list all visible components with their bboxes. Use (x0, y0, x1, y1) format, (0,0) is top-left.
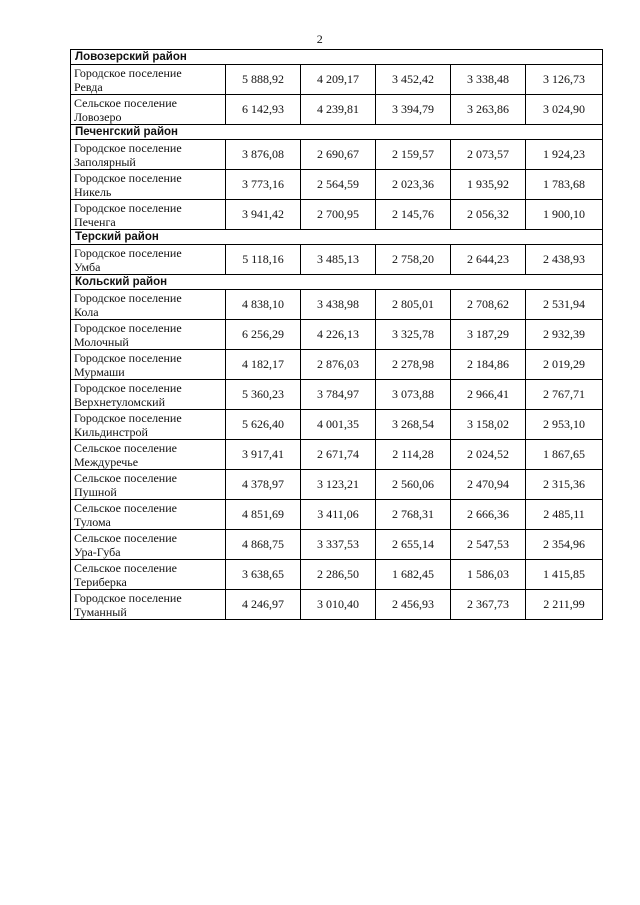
value-cell: 2 278,98 (376, 350, 451, 380)
value-cell: 1 783,68 (526, 170, 603, 200)
settlement-name-cell (71, 290, 226, 320)
value-cell: 2 315,36 (526, 470, 603, 500)
settlement-name-cell (71, 350, 226, 380)
value-cell: 2 644,23 (451, 245, 526, 275)
settlement-name-cell (71, 440, 226, 470)
table-row (71, 440, 603, 470)
value-cell: 3 485,13 (301, 245, 376, 275)
value-cell: 4 851,69 (226, 500, 301, 530)
settlement-name: Печенга (74, 214, 116, 229)
value-cell: 2 456,93 (376, 590, 451, 620)
settlement-name-cell (71, 95, 226, 125)
value-cell: 3 338,48 (451, 65, 526, 95)
value-cell: 5 360,23 (226, 380, 301, 410)
settlement-type: Городское поселение (74, 140, 182, 155)
value-cell: 4 868,75 (226, 530, 301, 560)
settlement-name: Междуречье (74, 454, 139, 469)
settlement-name: Молочный (74, 334, 129, 349)
table-row (71, 350, 603, 380)
district-title: Кольский район (71, 275, 603, 290)
district-header-row (71, 50, 603, 65)
value-cell: 2 666,36 (451, 500, 526, 530)
value-cell: 2 184,86 (451, 350, 526, 380)
value-cell: 3 452,42 (376, 65, 451, 95)
value-cell: 3 337,53 (301, 530, 376, 560)
table-row (71, 410, 603, 440)
value-cell: 3 263,86 (451, 95, 526, 125)
value-cell: 4 378,97 (226, 470, 301, 500)
settlement-name-cell (71, 65, 226, 95)
value-cell: 2 073,57 (451, 140, 526, 170)
page-number: 2 (316, 32, 324, 46)
value-cell: 3 073,88 (376, 380, 451, 410)
settlement-name-cell (71, 530, 226, 560)
value-cell: 3 638,65 (226, 560, 301, 590)
value-cell: 2 564,59 (301, 170, 376, 200)
settlement-type: Городское поселение (74, 200, 182, 215)
value-cell: 3 024,90 (526, 95, 603, 125)
value-cell: 4 246,97 (226, 590, 301, 620)
table-body (71, 50, 603, 620)
value-cell: 3 784,97 (301, 380, 376, 410)
table-row (71, 470, 603, 500)
value-cell: 3 268,54 (376, 410, 451, 440)
settlement-type: Городское поселение (74, 410, 182, 425)
value-cell: 1 682,45 (376, 560, 451, 590)
value-cell: 2 671,74 (301, 440, 376, 470)
value-cell: 2 211,99 (526, 590, 603, 620)
value-cell: 3 394,79 (376, 95, 451, 125)
settlement-type: Городское поселение (74, 380, 182, 395)
settlement-name-cell (71, 470, 226, 500)
value-cell: 1 415,85 (526, 560, 603, 590)
value-cell: 6 142,93 (226, 95, 301, 125)
value-cell: 1 935,92 (451, 170, 526, 200)
value-cell: 2 690,67 (301, 140, 376, 170)
settlement-name: Териберка (74, 574, 127, 589)
settlement-name: Заполярный (74, 154, 136, 169)
district-title: Терский район (71, 230, 603, 245)
value-cell: 3 876,08 (226, 140, 301, 170)
value-cell: 4 001,35 (301, 410, 376, 440)
table-row (71, 245, 603, 275)
settlement-name-cell (71, 200, 226, 230)
value-cell: 3 917,41 (226, 440, 301, 470)
table-row (71, 590, 603, 620)
value-cell: 6 256,29 (226, 320, 301, 350)
value-cell: 4 239,81 (301, 95, 376, 125)
settlement-name: Ревда (74, 79, 103, 94)
table-row (71, 170, 603, 200)
value-cell: 2 354,96 (526, 530, 603, 560)
value-cell: 1 586,03 (451, 560, 526, 590)
settlement-name: Тулома (74, 514, 111, 529)
value-cell: 2 966,41 (451, 380, 526, 410)
settlement-type: Сельское поселение (74, 95, 177, 110)
value-cell: 5 118,16 (226, 245, 301, 275)
value-cell: 2 932,39 (526, 320, 603, 350)
value-cell: 2 023,36 (376, 170, 451, 200)
value-cell: 2 767,71 (526, 380, 603, 410)
value-cell: 3 187,29 (451, 320, 526, 350)
table-row (71, 380, 603, 410)
value-cell: 4 838,10 (226, 290, 301, 320)
settlement-type: Городское поселение (74, 350, 182, 365)
value-cell: 2 655,14 (376, 530, 451, 560)
settlement-name-cell (71, 245, 226, 275)
value-cell: 2 547,53 (451, 530, 526, 560)
value-cell: 2 286,50 (301, 560, 376, 590)
value-cell: 2 708,62 (451, 290, 526, 320)
value-cell: 4 226,13 (301, 320, 376, 350)
settlement-name: Пушной (74, 484, 117, 499)
value-cell: 3 411,06 (301, 500, 376, 530)
value-cell: 2 056,32 (451, 200, 526, 230)
value-cell: 2 024,52 (451, 440, 526, 470)
settlement-type: Городское поселение (74, 320, 182, 335)
table-row (71, 140, 603, 170)
settlement-name-cell (71, 410, 226, 440)
settlement-name-cell (71, 140, 226, 170)
settlement-type: Городское поселение (74, 245, 182, 260)
settlement-name: Ура-Губа (74, 544, 121, 559)
value-cell: 2 485,11 (526, 500, 603, 530)
settlement-name-cell (71, 590, 226, 620)
settlement-type: Сельское поселение (74, 470, 177, 485)
value-cell: 1 900,10 (526, 200, 603, 230)
settlement-name-cell (71, 170, 226, 200)
value-cell: 3 126,73 (526, 65, 603, 95)
value-cell: 3 941,42 (226, 200, 301, 230)
value-cell: 2 805,01 (376, 290, 451, 320)
district-title: Печенгский район (71, 125, 603, 140)
table-row (71, 95, 603, 125)
settlement-name: Верхнетуломский (74, 394, 165, 409)
district-title: Ловозерский район (71, 50, 603, 65)
value-cell: 2 159,57 (376, 140, 451, 170)
value-cell: 3 158,02 (451, 410, 526, 440)
value-cell: 2 438,93 (526, 245, 603, 275)
settlement-name: Никель (74, 184, 112, 199)
table-row (71, 290, 603, 320)
value-cell: 2 758,20 (376, 245, 451, 275)
settlement-type: Сельское поселение (74, 440, 177, 455)
value-cell: 4 209,17 (301, 65, 376, 95)
value-cell: 2 531,94 (526, 290, 603, 320)
value-cell: 3 438,98 (301, 290, 376, 320)
settlement-type: Сельское поселение (74, 500, 177, 515)
settlement-name-cell (71, 500, 226, 530)
table-row (71, 320, 603, 350)
district-header-row (71, 275, 603, 290)
value-cell: 2 367,73 (451, 590, 526, 620)
table-row (71, 530, 603, 560)
settlement-name-cell (71, 320, 226, 350)
settlement-type: Городское поселение (74, 290, 182, 305)
settlement-type: Городское поселение (74, 590, 182, 605)
value-cell: 3 773,16 (226, 170, 301, 200)
settlement-name: Кильдинстрой (74, 424, 148, 439)
table-row (71, 200, 603, 230)
table-row (71, 560, 603, 590)
value-cell: 3 123,21 (301, 470, 376, 500)
value-cell: 2 114,28 (376, 440, 451, 470)
settlement-name: Мурмаши (74, 364, 125, 379)
value-cell: 1 867,65 (526, 440, 603, 470)
district-header-row (71, 230, 603, 245)
settlement-name: Умба (74, 259, 101, 274)
settlement-type: Сельское поселение (74, 530, 177, 545)
value-cell: 5 888,92 (226, 65, 301, 95)
table-row (71, 65, 603, 95)
value-cell: 2 876,03 (301, 350, 376, 380)
value-cell: 2 470,94 (451, 470, 526, 500)
settlement-type: Городское поселение (74, 170, 182, 185)
value-cell: 1 924,23 (526, 140, 603, 170)
value-cell: 2 700,95 (301, 200, 376, 230)
value-cell: 2 768,31 (376, 500, 451, 530)
value-cell: 4 182,17 (226, 350, 301, 380)
settlement-name-cell (71, 380, 226, 410)
value-cell: 3 010,40 (301, 590, 376, 620)
table-row (71, 500, 603, 530)
settlement-name: Кола (74, 304, 99, 319)
value-cell: 2 145,76 (376, 200, 451, 230)
district-header-row (71, 125, 603, 140)
tariff-table (70, 49, 603, 620)
settlement-name-cell (71, 560, 226, 590)
value-cell: 2 560,06 (376, 470, 451, 500)
value-cell: 2 019,29 (526, 350, 603, 380)
settlement-name: Ловозеро (74, 109, 122, 124)
value-cell: 5 626,40 (226, 410, 301, 440)
settlement-type: Городское поселение (74, 65, 182, 80)
value-cell: 2 953,10 (526, 410, 603, 440)
value-cell: 3 325,78 (376, 320, 451, 350)
settlement-type: Сельское поселение (74, 560, 177, 575)
settlement-name: Туманный (74, 604, 127, 619)
